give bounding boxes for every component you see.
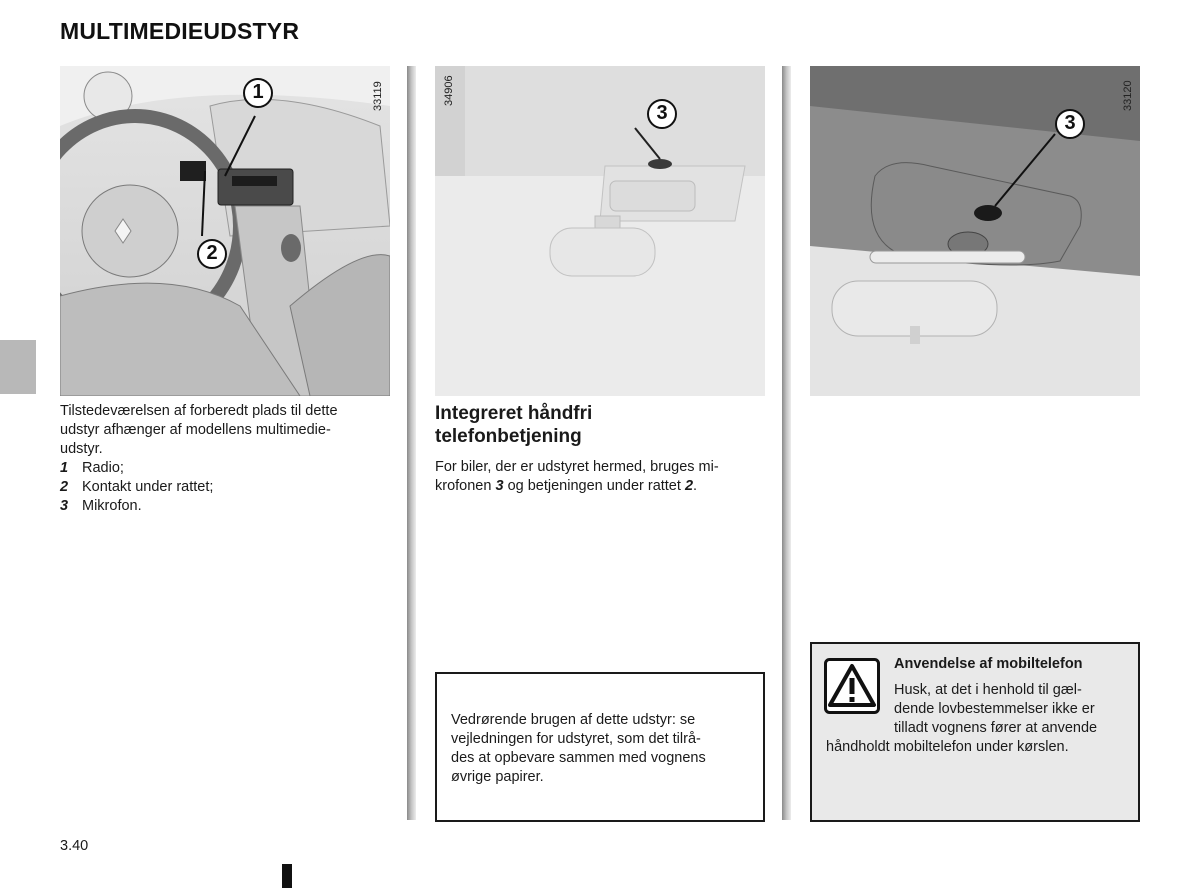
legend-item [60,459,390,478]
callout-3: 3 [647,99,677,129]
overhead-console-illustration [810,66,1140,396]
callout-1: 1 [243,78,273,108]
legend-label: Radio; [82,460,124,476]
warning-text [894,681,1126,738]
intro-paragraph [60,402,390,516]
intro-line: udstyr. [60,441,103,457]
reference-number: 3 [495,478,504,494]
legend-item [60,478,390,497]
column-divider [782,66,791,820]
dashboard-illustration [60,66,390,396]
warning-line: dende lovbestemmelser ikke er [894,701,1095,717]
ceiling-microphone-illustration [435,66,765,396]
legend-item [60,497,390,516]
legend-number: 1 [60,460,69,476]
note-line: Vedrørende brugen af dette udstyr: se [451,712,696,728]
legend-label: Mikrofon. [82,498,142,514]
callout-2: 2 [197,239,227,269]
figure-ref-code: 34906 [443,75,455,106]
warning-line: Husk, at det i henhold til gæl- [894,682,1082,698]
note-box [435,672,765,822]
intro-line: udstyr afhænger af modellens multimedie- [60,422,331,438]
note-line: vejledningen for udstyret, som det tilrå- [451,731,701,747]
paragraph-line [435,477,765,496]
handsfree-paragraph [435,458,765,496]
legend-number: 3 [60,498,69,514]
text-fragment: krofonen [435,478,496,494]
page-title: MULTIMEDIEUDSTYR [60,18,300,44]
text-fragment: og betjeningen under rattet [503,478,685,494]
figure-ref-code: 33120 [1122,80,1134,111]
callout-3: 3 [1055,109,1085,139]
note-text [451,711,751,787]
text-fragment: . [693,478,698,494]
warning-box [810,642,1140,822]
chapter-tab [0,340,36,394]
section-heading-line: telefonbetjening [435,426,582,447]
warning-line: tilladt vognens fører at anvende [894,720,1098,736]
legend-number: 2 [60,479,69,495]
section-heading-line: Integreret håndfri [435,403,593,424]
reference-number: 2 [684,478,694,494]
intro-line: Tilstedeværelsen af forberedt plads til dette [60,403,338,419]
column-divider [407,66,416,820]
legend-label: Kontakt under rattet; [82,479,214,495]
paragraph-line: For biler, der er udstyret hermed, bruges mi- [435,459,719,475]
section-heading [435,402,765,448]
warning-line: håndholdt mobiltelefon under kørslen. [826,739,1069,755]
note-line: øvrige papirer. [451,769,544,785]
warning-triangle-icon [824,658,880,714]
warning-title: Anvendelse af mobiltelefon [894,656,1083,672]
page-number: 3.40 [60,838,89,854]
print-mark [282,864,292,888]
figure-ref-code: 33119 [372,81,384,111]
note-line: des at opbevare sammen med vognens [451,750,706,766]
